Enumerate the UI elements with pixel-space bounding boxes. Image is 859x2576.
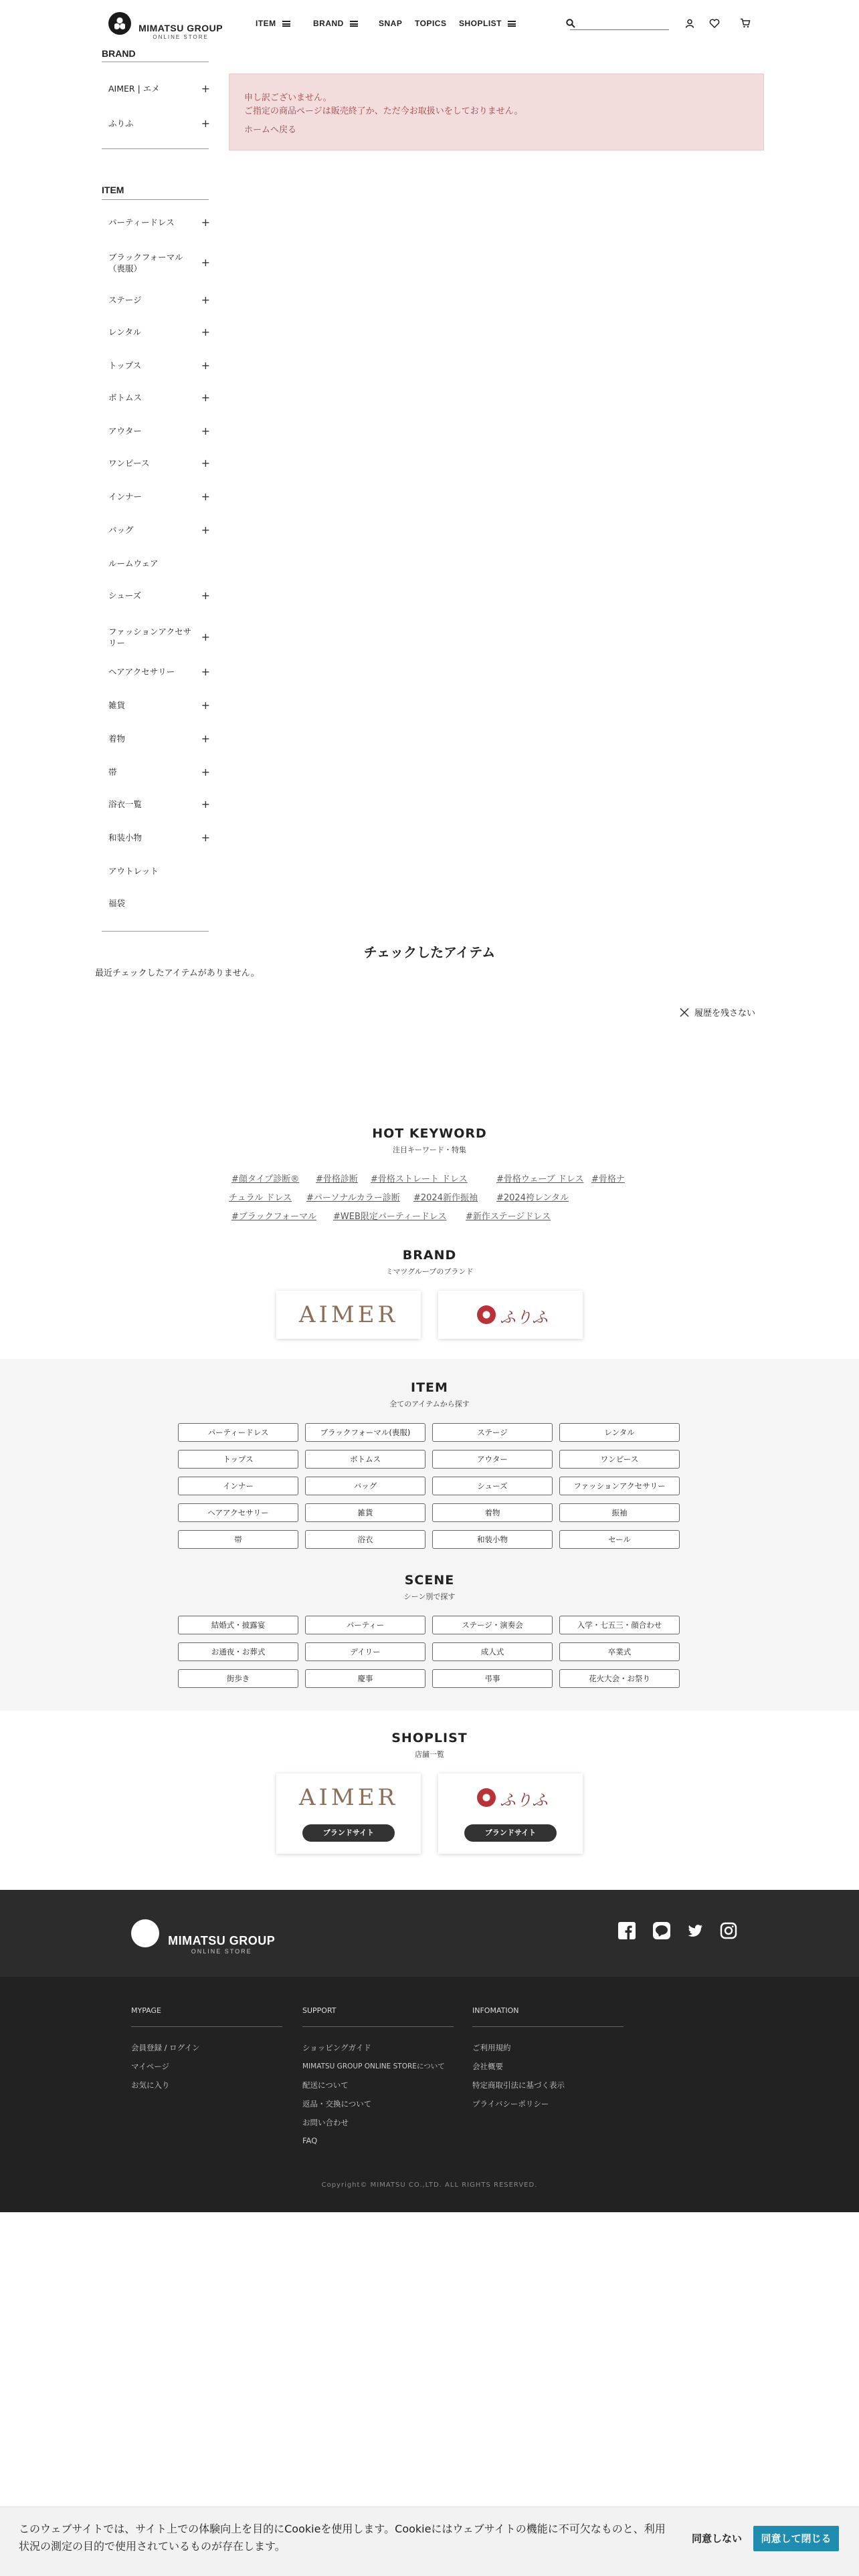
sidebar-item[interactable] bbox=[108, 392, 210, 403]
site-logo[interactable] bbox=[108, 12, 223, 40]
footer-link[interactable]: FAQ bbox=[302, 2136, 318, 2145]
expand-icon[interactable]: + bbox=[201, 765, 210, 778]
cookie-accept-button[interactable]: 同意して閉じる bbox=[753, 2526, 839, 2551]
menu-icon bbox=[508, 21, 516, 27]
item-category-button[interactable]: 帯 bbox=[178, 1530, 298, 1549]
line-icon[interactable] bbox=[653, 1922, 670, 1939]
footer-col-title: INFOMATION bbox=[472, 2006, 519, 2015]
expand-icon[interactable]: + bbox=[201, 698, 210, 712]
nav-topics[interactable]: TOPICS bbox=[415, 19, 447, 28]
scene-button[interactable]: 街歩き bbox=[178, 1669, 298, 1688]
category-band bbox=[0, 1359, 859, 1711]
footer-link[interactable]: 特定商取引法に基づく表示 bbox=[472, 2080, 565, 2090]
sidebar-item[interactable] bbox=[108, 326, 210, 338]
expand-icon[interactable]: + bbox=[201, 358, 210, 372]
shop-card-furifu bbox=[438, 1774, 583, 1854]
sidebar-item[interactable] bbox=[108, 558, 210, 569]
sidebar-item[interactable] bbox=[108, 626, 210, 649]
item-category-button[interactable]: ファッションアクセサリー bbox=[559, 1477, 680, 1495]
twitter-icon[interactable] bbox=[686, 1922, 704, 1939]
footer-logo[interactable] bbox=[131, 1919, 275, 1955]
sidebar-item[interactable] bbox=[108, 666, 210, 677]
keyword-link[interactable]: #骨格ウェーブ ドレス bbox=[496, 1174, 584, 1184]
footer-bottom bbox=[0, 1977, 859, 2212]
sidebar-item[interactable] bbox=[108, 360, 210, 371]
sidebar-item-label: ルームウェア bbox=[108, 558, 159, 568]
sidebar-item[interactable] bbox=[108, 766, 210, 778]
footer-logo-main: MIMATSU GROUP bbox=[168, 1933, 276, 1947]
footer-link[interactable]: 会社概要 bbox=[472, 2062, 503, 2071]
cookie-message: このウェブサイトでは、サイト上での体験向上を目的にCookieを使用します。Cookieにはウェブサイトの機能に不可欠なものと、利用状況の測定の目的で使用されているものが存在します。 bbox=[19, 2523, 666, 2553]
keyword-link[interactable]: #パーソナルカラー診断 bbox=[306, 1193, 400, 1203]
item-category-button[interactable]: ステージ bbox=[432, 1423, 553, 1442]
sidebar-item-label: 和装小物 bbox=[108, 833, 142, 843]
item-category-button[interactable]: ブラックフォーマル(喪服) bbox=[305, 1423, 425, 1442]
sidebar-item[interactable] bbox=[108, 897, 210, 909]
aimer-logo: AIMER bbox=[298, 1301, 399, 1328]
search-icon[interactable] bbox=[566, 19, 575, 28]
copyright: Copyright© MIMATSU CO.,LTD. ALL RIGHTS RESERVED. bbox=[321, 2181, 538, 2189]
sidebar-item-label: パーティードレス bbox=[108, 217, 175, 227]
logo-sub-text: ONLINE STORE bbox=[153, 34, 209, 40]
sidebar-item[interactable] bbox=[108, 798, 210, 810]
sidebar-item-label: アウトレット bbox=[108, 866, 159, 876]
item-category-button[interactable]: ボトムス bbox=[305, 1450, 425, 1469]
footer-link[interactable]: プライバシーポリシー bbox=[472, 2099, 549, 2109]
footer-col-title: MYPAGE bbox=[131, 2006, 161, 2015]
checked-items-empty: 最近チェックしたアイテムがありません。 bbox=[95, 968, 260, 978]
footer-link[interactable]: MIMATSU GROUP ONLINE STOREについて bbox=[302, 2062, 445, 2070]
furifu-flower-icon bbox=[477, 1305, 496, 1324]
sidebar-item-label: アウター bbox=[108, 426, 142, 436]
scene-button[interactable]: 成人式 bbox=[432, 1642, 553, 1661]
logo-icon bbox=[108, 12, 131, 35]
expand-icon[interactable]: + bbox=[201, 588, 210, 602]
footer-col-title: SUPPORT bbox=[302, 2006, 337, 2015]
item-category-button[interactable]: インナー bbox=[178, 1477, 298, 1495]
expand-icon[interactable]: + bbox=[201, 325, 210, 338]
logo-icon bbox=[131, 1919, 159, 1947]
sidebar-item-label: 福袋 bbox=[108, 898, 126, 908]
expand-icon[interactable]: + bbox=[201, 424, 210, 437]
cart-icon[interactable] bbox=[740, 18, 751, 28]
sidebar-item-label: バッグ bbox=[108, 525, 134, 535]
heart-icon[interactable] bbox=[709, 19, 720, 28]
scene-button[interactable]: 結婚式・披露宴 bbox=[178, 1616, 298, 1634]
sidebar-item[interactable] bbox=[108, 425, 210, 437]
keyword-link[interactable]: チュラル ドレス bbox=[229, 1193, 292, 1203]
sidebar-item-label: トップス bbox=[108, 360, 142, 370]
keyword-link[interactable]: #2024袴レンタル bbox=[496, 1193, 569, 1203]
sidebar-item[interactable] bbox=[108, 294, 210, 306]
item-category-button[interactable]: トップス bbox=[178, 1450, 298, 1469]
scene-button[interactable]: デイリー bbox=[305, 1642, 425, 1661]
furifu-flower-icon bbox=[477, 1788, 496, 1807]
error-alert bbox=[229, 74, 764, 150]
expand-icon[interactable]: + bbox=[201, 256, 210, 269]
hot-keyword-sub: 注目キーワード・特集 bbox=[393, 1146, 466, 1154]
item-category-button[interactable]: アウター bbox=[432, 1450, 553, 1469]
sidebar-item[interactable] bbox=[108, 524, 210, 536]
sidebar-item[interactable] bbox=[108, 700, 210, 711]
divider bbox=[102, 199, 209, 200]
aimer-logo: AIMER bbox=[298, 1784, 399, 1811]
expand-icon[interactable]: + bbox=[201, 116, 210, 130]
alert-line2: ご指定の商品ページは販売終了か、ただ今お取扱いをしておりません。 bbox=[244, 106, 523, 116]
footer-link[interactable]: お気に入り bbox=[131, 2080, 170, 2090]
item-category-button[interactable]: 雑貨 bbox=[305, 1503, 425, 1522]
footer-link[interactable]: 配送について bbox=[302, 2080, 349, 2090]
item-section-sub: 全てのアイテムから探す bbox=[389, 1400, 470, 1408]
item-category-button[interactable]: 浴衣 bbox=[305, 1530, 425, 1549]
footer-link[interactable]: ショッピングガイド bbox=[302, 2043, 371, 2052]
brand-card-furifu[interactable] bbox=[438, 1291, 583, 1339]
nav-item[interactable]: ITEM bbox=[256, 19, 290, 28]
user-icon[interactable] bbox=[685, 19, 694, 28]
footer-link[interactable]: お問い合わせ bbox=[302, 2118, 349, 2127]
brand-sub: ミマツグループのブランド bbox=[385, 1267, 474, 1276]
item-section-title: ITEM bbox=[411, 1380, 448, 1395]
nav-snap[interactable]: SNAP bbox=[379, 19, 403, 28]
item-category-button[interactable]: ヘアアクセサリー bbox=[178, 1503, 298, 1522]
expand-icon[interactable]: + bbox=[201, 523, 210, 536]
cookie-deny-button[interactable]: 同意しない bbox=[692, 2533, 743, 2545]
sidebar-item-label: シューズ bbox=[108, 591, 142, 601]
shoplist-sub: 店舗一覧 bbox=[415, 1750, 444, 1759]
expand-icon[interactable]: + bbox=[201, 391, 210, 404]
cookie-banner bbox=[0, 2506, 859, 2576]
nav-brand[interactable]: BRAND bbox=[313, 19, 358, 28]
item-category-button[interactable]: 着物 bbox=[432, 1503, 553, 1522]
site-header bbox=[0, 0, 859, 48]
sidebar-item-label: 着物 bbox=[108, 734, 126, 744]
sidebar-item[interactable] bbox=[108, 832, 210, 843]
keyword-link[interactable]: #骨格診断 bbox=[316, 1174, 358, 1184]
scene-button[interactable]: 弔事 bbox=[432, 1669, 553, 1688]
scene-button[interactable]: ステージ・演奏会 bbox=[432, 1616, 553, 1634]
sidebar-item[interactable] bbox=[108, 457, 210, 469]
item-category-button[interactable]: 和装小物 bbox=[432, 1530, 553, 1549]
keyword-link[interactable]: #WEB限定パーティードレス bbox=[333, 1212, 447, 1222]
close-icon bbox=[680, 1008, 689, 1017]
sidebar-item-label: レンタル bbox=[108, 327, 142, 337]
divider bbox=[131, 2026, 282, 2027]
keyword-link[interactable]: #新作ステージドレス bbox=[466, 1212, 551, 1222]
expand-icon[interactable]: + bbox=[201, 831, 210, 844]
sidebar-item-label: ファッションアクセサリー bbox=[108, 627, 192, 648]
clear-history-button[interactable]: 履歴を残さない bbox=[680, 1006, 755, 1018]
footer-link[interactable]: 返品・交換について bbox=[302, 2099, 372, 2109]
expand-icon[interactable]: + bbox=[201, 215, 210, 229]
nav-shoplist[interactable]: SHOPLIST bbox=[459, 19, 516, 28]
keyword-link[interactable]: #骨格ナ bbox=[591, 1174, 625, 1184]
footer-link[interactable]: マイページ bbox=[131, 2062, 170, 2071]
sidebar-item-heading: ITEM bbox=[102, 185, 124, 195]
sidebar-item-label: 帯 bbox=[108, 767, 117, 777]
brand-title: BRAND bbox=[402, 1248, 457, 1263]
scene-button[interactable]: 卒業式 bbox=[559, 1642, 680, 1661]
sidebar-brand-furifu[interactable]: ふりふ + bbox=[108, 116, 210, 130]
hot-keyword-title: HOT KEYWORD bbox=[372, 1126, 487, 1141]
scene-button[interactable]: 入学・七五三・顔合わせ bbox=[559, 1616, 680, 1634]
expand-icon[interactable]: + bbox=[201, 82, 210, 95]
scene-button[interactable]: 花火大会・お祭り bbox=[559, 1669, 680, 1688]
divider bbox=[472, 2026, 624, 2027]
scene-section-title: SCENE bbox=[404, 1573, 455, 1588]
sidebar-item-label: 雑貨 bbox=[108, 700, 126, 710]
sidebar-item-label: ブラックフォーマル（喪服） bbox=[108, 252, 183, 274]
expand-icon[interactable]: + bbox=[201, 665, 210, 678]
furifu-logo: ふりふ bbox=[500, 1308, 548, 1327]
expand-icon[interactable]: + bbox=[201, 797, 210, 811]
sidebar-brand-heading: BRAND bbox=[102, 48, 136, 59]
expand-icon[interactable]: + bbox=[201, 631, 210, 643]
aimer-brand-site-button[interactable]: ブランドサイト bbox=[302, 1824, 395, 1842]
sidebar-item-label: インナー bbox=[108, 492, 142, 502]
divider bbox=[302, 2026, 454, 2027]
scene-section-sub: シーン別で探す bbox=[403, 1592, 456, 1601]
footer-link[interactable]: ご利用規約 bbox=[472, 2043, 511, 2052]
item-category-button[interactable]: 振袖 bbox=[559, 1503, 680, 1522]
menu-icon bbox=[282, 21, 290, 27]
sidebar-item-label: ワンピース bbox=[108, 458, 150, 468]
shop-card-aimer bbox=[276, 1774, 421, 1854]
scene-button[interactable]: お通夜・お葬式 bbox=[178, 1642, 298, 1661]
item-category-button[interactable]: ワンピース bbox=[559, 1450, 680, 1469]
sidebar-item[interactable] bbox=[108, 491, 210, 502]
keyword-link[interactable]: #骨格ストレート ドレス bbox=[371, 1174, 468, 1184]
sidebar-item-label: ステージ bbox=[108, 295, 142, 305]
brand-card-aimer[interactable] bbox=[276, 1291, 421, 1339]
sidebar-brand-aimer[interactable]: AIMER | エメ + bbox=[108, 82, 210, 95]
item-category-button[interactable]: セール bbox=[559, 1530, 680, 1549]
facebook-icon[interactable] bbox=[618, 1922, 636, 1939]
furifu-logo: ふりふ bbox=[500, 1791, 548, 1810]
item-category-button[interactable]: レンタル bbox=[559, 1423, 680, 1442]
scene-button[interactable]: 慶事 bbox=[305, 1669, 425, 1688]
sidebar-item-label: ヘアアクセサリー bbox=[108, 667, 175, 677]
alert-line1: 申し訳ございません。 bbox=[244, 93, 332, 103]
expand-icon[interactable]: + bbox=[201, 732, 210, 745]
sidebar-item[interactable] bbox=[108, 251, 210, 274]
sidebar-item[interactable] bbox=[108, 865, 210, 877]
instagram-icon[interactable] bbox=[720, 1922, 737, 1939]
checked-items-title: チェックしたアイテム bbox=[363, 944, 496, 960]
menu-icon bbox=[350, 21, 358, 27]
item-category-button[interactable]: シューズ bbox=[432, 1477, 553, 1495]
back-home-link[interactable]: ホームへ戻る bbox=[244, 125, 297, 135]
expand-icon[interactable]: + bbox=[201, 490, 210, 503]
scene-button[interactable]: パーティー bbox=[305, 1616, 425, 1634]
search-input[interactable] bbox=[570, 29, 669, 30]
logo-main-text: MIMATSU GROUP bbox=[138, 23, 223, 33]
sidebar-item-label: 浴衣一覧 bbox=[108, 799, 142, 809]
furifu-brand-site-button[interactable]: ブランドサイト bbox=[464, 1824, 557, 1842]
sidebar-item-label: ボトムス bbox=[108, 393, 142, 403]
keyword-link[interactable]: #2024新作振袖 bbox=[413, 1193, 478, 1203]
keyword-link[interactable]: #顔タイプ診断® bbox=[231, 1174, 300, 1184]
footer-link[interactable]: 会員登録 / ログイン bbox=[131, 2043, 200, 2052]
expand-icon[interactable]: + bbox=[201, 293, 210, 306]
footer-logo-sub: ONLINE STORE bbox=[191, 1947, 252, 1955]
divider bbox=[102, 148, 209, 149]
keyword-link[interactable]: #ブラックフォーマル bbox=[231, 1212, 316, 1222]
sidebar-item[interactable] bbox=[108, 590, 210, 601]
sidebar-item[interactable] bbox=[108, 733, 210, 744]
expand-icon[interactable]: + bbox=[201, 456, 210, 469]
shoplist-title: SHOPLIST bbox=[391, 1731, 468, 1745]
item-category-button[interactable]: パーティードレス bbox=[178, 1423, 298, 1442]
item-category-button[interactable]: バッグ bbox=[305, 1477, 425, 1495]
divider bbox=[102, 931, 209, 932]
sidebar-item[interactable] bbox=[108, 217, 210, 228]
